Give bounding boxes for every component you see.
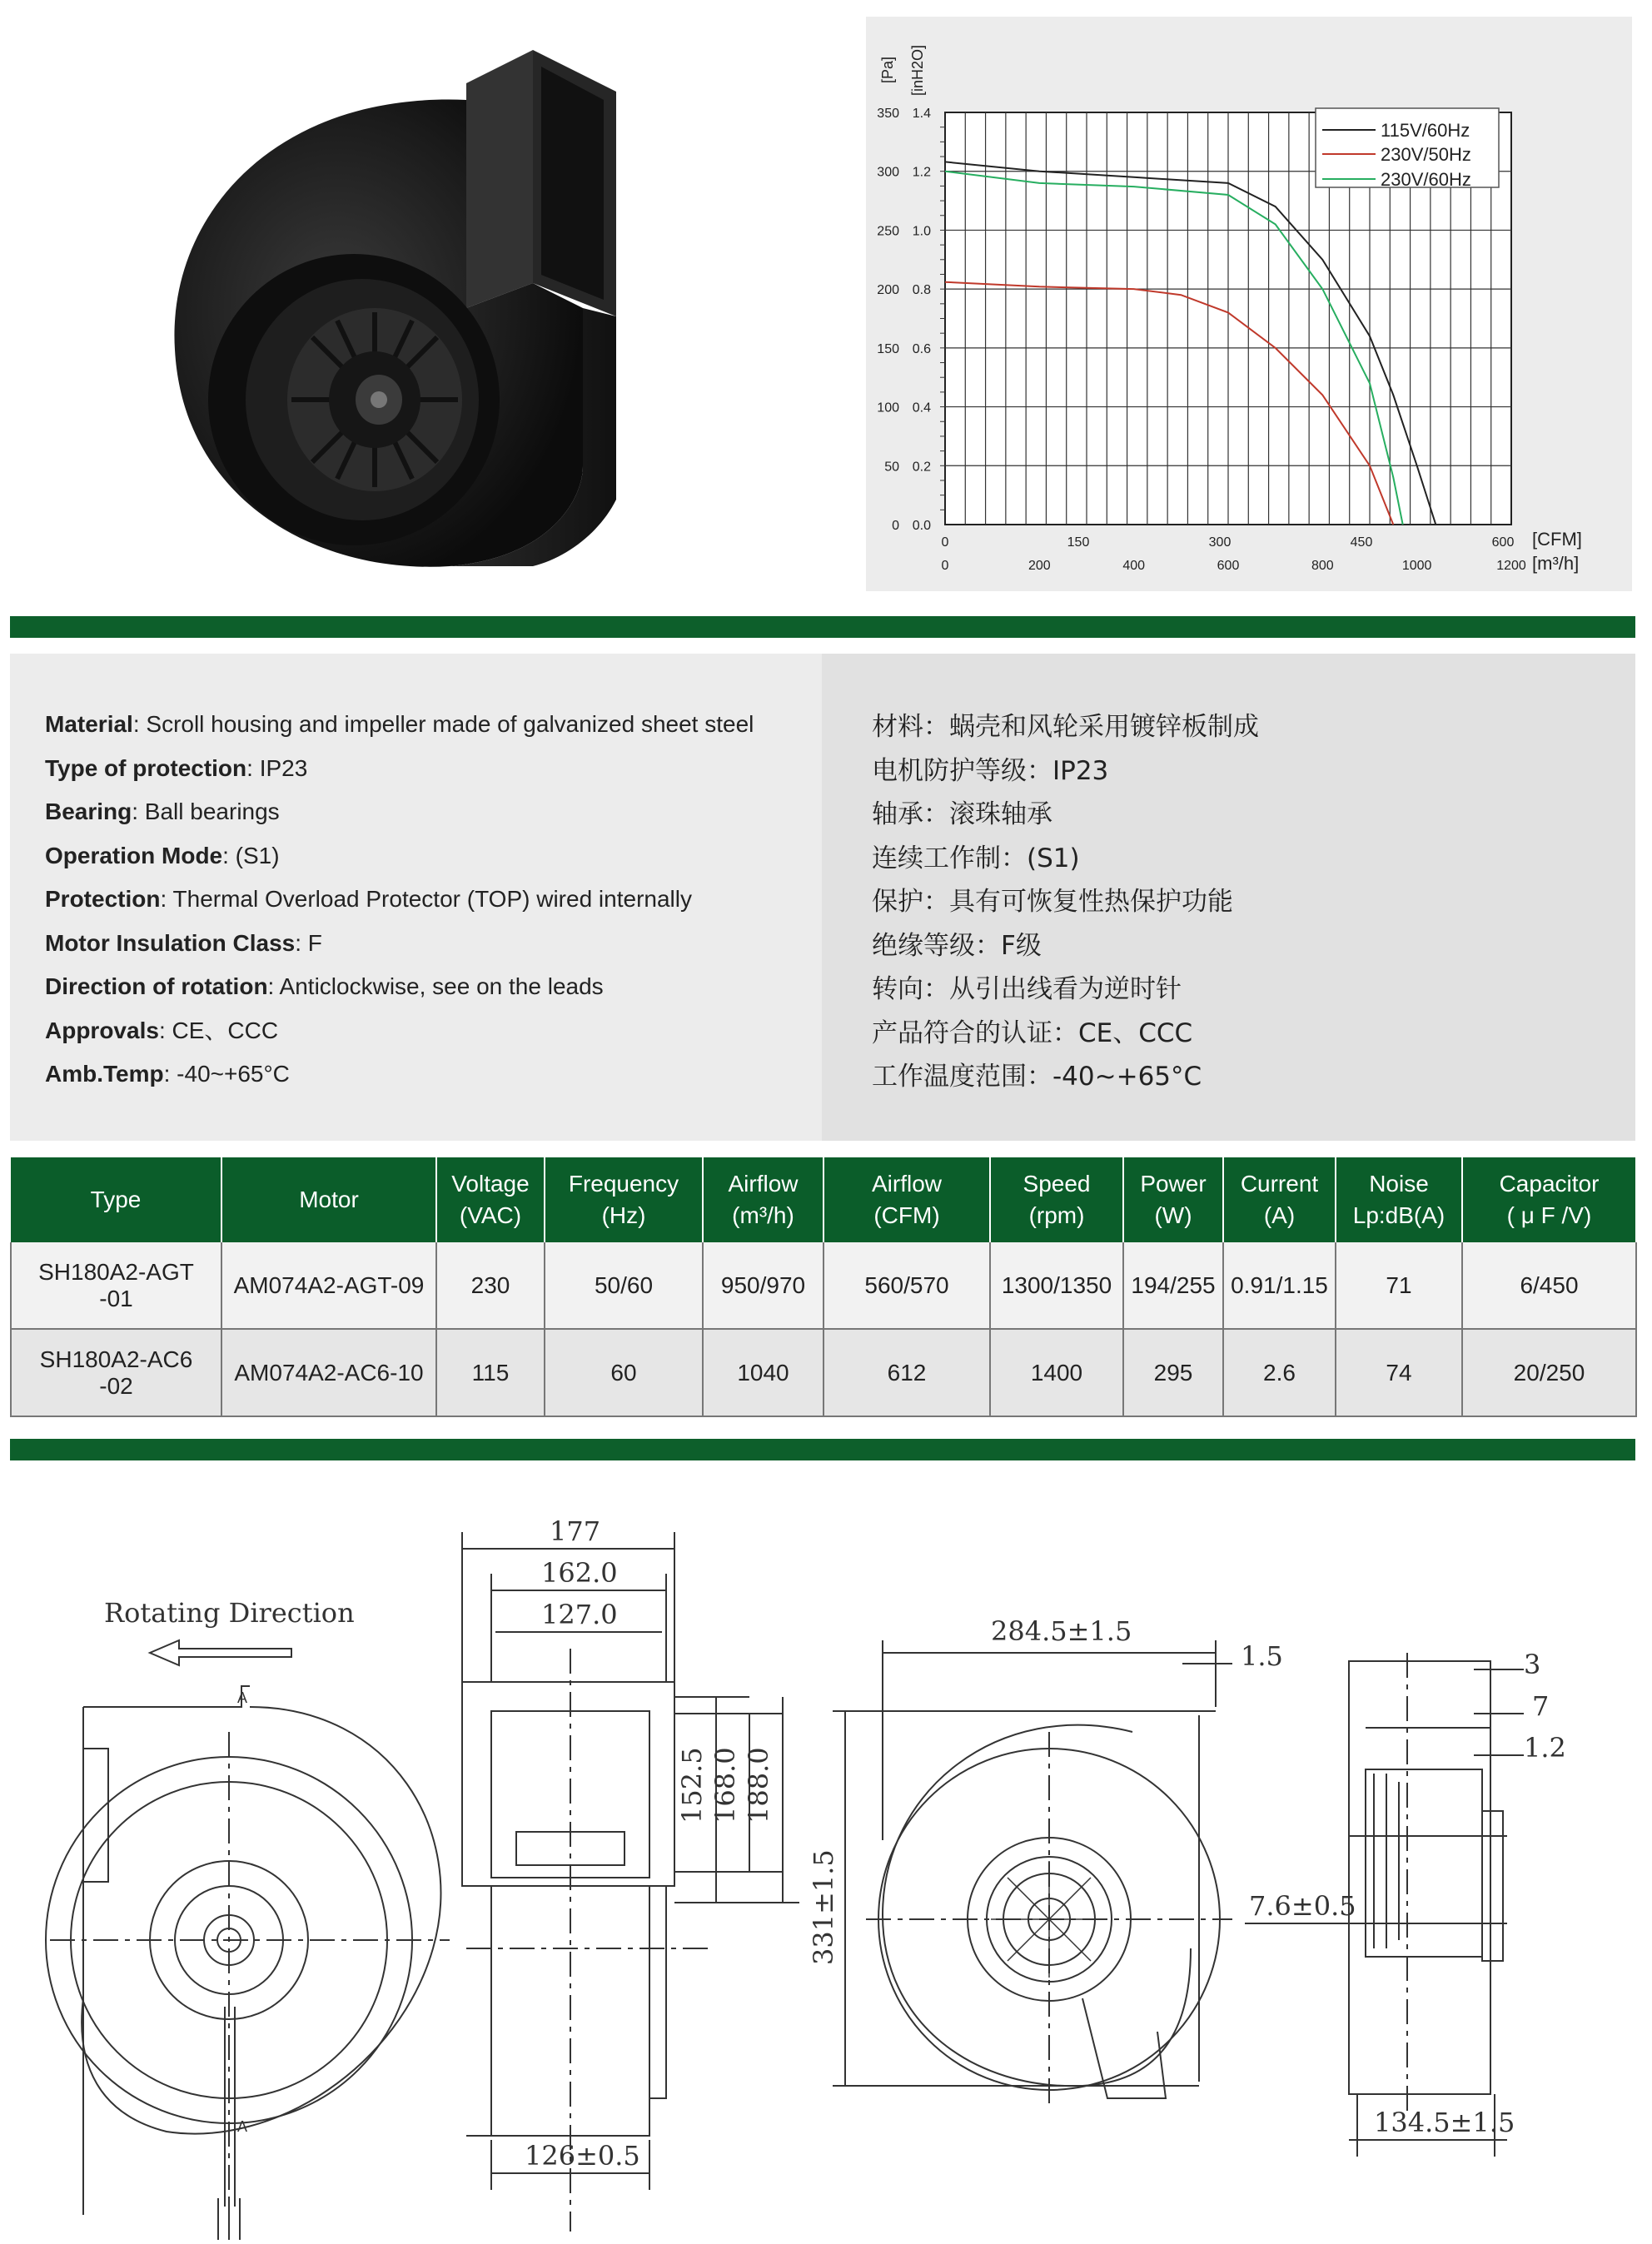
spec-value: : CE、CCC [158,1017,279,1043]
table-cell: 20/250 [1462,1329,1636,1416]
y-tick-pa: 250 [877,224,899,239]
spec-item-cn: 绝缘等级：F级 [872,930,1042,961]
dim-126: 126±0.5 [525,2140,640,2172]
spec-item-cn: 连续工作制：(S1) [872,843,1080,873]
spec-item [45,929,322,958]
y-tick-inh2o: 1.2 [912,165,931,180]
legend-115v-60hz: 115V/60Hz [1381,120,1470,141]
y-tick-inh2o: 0.2 [912,460,931,475]
y-tick-inh2o: 0.8 [912,283,931,298]
table-cell: 230 [436,1242,545,1329]
table-cell: 0.91/1.15 [1223,1242,1336,1329]
chart-legend [1316,108,1499,190]
header-title: Motor [299,1187,359,1212]
spec-item-cn: 材料：蜗壳和风轮采用镀锌板制成 [872,712,1259,742]
x-tick-cfm: 600 [1491,535,1515,550]
table-header-cell [703,1157,824,1242]
spec-item [45,842,280,870]
section-divider-bottom [10,1439,1635,1460]
dim-1-2: 1.2 [1524,1732,1566,1764]
spec-value: : (S1) [222,842,280,868]
spec-value: : Scroll housing and impeller made of galvanized sheet steel [132,711,754,737]
header-title: Speed [1023,1171,1091,1197]
table-cell: 295 [1123,1329,1223,1416]
table-cell: AM074A2-AC6-10 [221,1329,436,1416]
header-title: Voltage [451,1171,530,1197]
y-tick-pa: 0 [892,519,899,533]
table-header-cell [824,1157,990,1242]
dim-7-6: 7.6±0.5 [1249,1890,1356,1922]
spec-item [45,798,280,826]
y-axis-label-pa: [Pa] [879,56,896,83]
table-cell: 1400 [990,1329,1123,1416]
header-title: Noise [1369,1171,1429,1197]
section-mark-bottom: A [237,2118,248,2135]
spec-value: : Thermal Overload Protector (TOP) wired internally [160,886,692,912]
header-title: Current [1240,1171,1319,1197]
x-tick-m3h: 400 [1122,559,1146,573]
table-row [11,1242,1636,1329]
spec-item-cn: 电机防护等级：IP23 [872,755,1109,786]
table-row [11,1329,1636,1416]
header-unit: (W) [1154,1202,1192,1228]
spec-item [45,973,604,1001]
table-header-cell [990,1157,1123,1242]
dim-331: 331±1.5 [808,1849,839,1965]
x-tick-m3h: 600 [1217,559,1240,573]
x-tick-cfm: 0 [941,535,949,550]
spec-label: Motor Insulation Class [45,929,296,956]
spec-label: Approvals [45,1017,159,1043]
dim-168: 168.0 [709,1747,741,1824]
header-unit: ( μ F /V) [1506,1202,1592,1228]
y-tick-pa: 150 [877,341,899,356]
dim-284-5: 284.5±1.5 [991,1615,1132,1647]
y-tick-pa: 100 [877,401,899,415]
y-tick-inh2o: 0.0 [912,519,931,533]
y-tick-inh2o: 0.4 [912,401,931,415]
section-mark-top: A [237,1689,248,1706]
table-header-cell [221,1157,436,1242]
table-header-cell [1336,1157,1462,1242]
section-divider-top [10,616,1635,638]
header-unit: (rpm) [1028,1202,1085,1228]
y-tick-inh2o: 1.0 [912,224,931,239]
table-header-cell [1123,1157,1223,1242]
y-tick-pa: 350 [877,107,899,121]
table-cell: 6/450 [1462,1242,1636,1329]
spec-label: Material [45,711,133,737]
spec-value: : Ball bearings [132,799,280,824]
legend-230v-50hz: 230V/50Hz [1381,144,1471,165]
x-tick-m3h: 200 [1028,559,1051,573]
y-tick-pa: 300 [877,165,899,180]
spec-value: : Anticlockwise, see on the leads [267,973,604,999]
x-tick-cfm: 150 [1067,535,1090,550]
table-cell: SH180A2-AGT -01 [11,1242,221,1329]
header-unit: (m³/h) [732,1202,794,1228]
spec-label: Type of protection [45,754,247,781]
spec-item [45,710,754,739]
table-cell: 74 [1336,1329,1462,1416]
header-unit: Lp:dB(A) [1352,1202,1446,1228]
table-header-row [11,1157,1636,1242]
y-tick-pa: 50 [884,460,899,475]
y-axis-label-inh2o: [inH2O] [909,44,926,96]
dim-134-5: 134.5±1.5 [1374,2107,1515,2138]
dim-188: 188.0 [743,1747,774,1824]
model-table [10,1157,1637,1417]
table-cell: AM074A2-AGT-09 [221,1242,436,1329]
dim-1-5: 1.5 [1241,1640,1283,1672]
table-cell: 560/570 [824,1242,990,1329]
table-header-cell [545,1157,703,1242]
specifications-panel [10,654,1635,1141]
x-tick-m3h: 800 [1311,559,1334,573]
spec-label: Direction of rotation [45,973,268,999]
table-cell: 1300/1350 [990,1242,1123,1329]
header-unit: (Hz) [601,1202,646,1228]
table-cell: 2.6 [1223,1329,1336,1416]
table-cell: 60 [545,1329,703,1416]
table-cell: 950/970 [703,1242,824,1329]
header-title: Type [90,1187,142,1212]
header-unit: (A) [1263,1202,1296,1228]
spec-item [45,1060,290,1088]
table-cell: 115 [436,1329,545,1416]
spec-value: : F [295,929,322,956]
table-cell: 1040 [703,1329,824,1416]
table-cell: 612 [824,1329,990,1416]
x-tick-m3h: 0 [941,559,949,573]
header-title: Power [1140,1171,1207,1197]
spec-item-cn: 工作温度范围：-40~+65°C [872,1062,1202,1092]
x-tick-cfm: 300 [1208,535,1232,550]
drawing-outlet-view [462,1515,799,2232]
y-tick-inh2o: 1.4 [912,107,931,121]
technical-drawings [0,1482,1652,2244]
drawing-profile-view [1245,1649,1566,2157]
product-photo [150,33,649,583]
table-header-cell [1462,1157,1636,1242]
header-title: Airflow [728,1171,799,1197]
header-title: Airflow [871,1171,942,1197]
spec-item-cn: 保护：具有可恢复性热保护功能 [872,887,1233,917]
spec-item-cn: 产品符合的认证：CE、CCC [872,1018,1193,1048]
spec-label: Operation Mode [45,842,223,868]
spec-item [45,754,307,783]
spec-item [45,885,692,913]
drawing-side-view [808,1615,1283,2107]
spec-item [45,1017,278,1045]
rotating-direction-arrow [150,1640,291,1665]
table-header-cell [436,1157,545,1242]
table-cell: 50/60 [545,1242,703,1329]
table-cell: 71 [1336,1242,1462,1329]
spec-item-cn: 转向：从引出线看为逆时针 [872,974,1182,1004]
dim-3: 3 [1524,1649,1541,1680]
header-title: Frequency [568,1171,679,1197]
header-title: Capacitor [1499,1171,1600,1197]
x-tick-m3h: 1000 [1401,559,1432,573]
table-header-cell [11,1157,221,1242]
spec-label: Amb.Temp [45,1061,164,1087]
performance-chart [866,17,1632,591]
spec-label: Protection [45,886,161,912]
dim-127: 127.0 [541,1599,618,1630]
x-tick-cfm: 450 [1350,535,1373,550]
x-axis-label-cfm: [CFM] [1532,529,1582,550]
table-cell: SH180A2-AC6 -02 [11,1329,221,1416]
spec-item-cn: 轴承：滚珠轴承 [872,799,1052,829]
dim-162: 162.0 [541,1557,618,1589]
y-tick-pa: 200 [877,283,899,298]
y-tick-inh2o: 0.6 [912,341,931,356]
x-axis-label-m3h: [m³/h] [1532,553,1580,574]
spec-value: : -40~+65°C [163,1061,290,1087]
spec-value: : IP23 [246,754,308,781]
header-unit: (CFM) [873,1202,940,1228]
rotating-direction-label: Rotating Direction [104,1597,355,1629]
table-header-cell [1223,1157,1336,1242]
legend-230v-60hz: 230V/60Hz [1381,169,1471,190]
drawing-inlet-view [46,1597,450,2240]
spec-label: Bearing [45,799,132,824]
dim-7: 7 [1532,1690,1550,1722]
table-cell: 194/255 [1123,1242,1223,1329]
x-tick-m3h: 1200 [1496,559,1526,573]
header-unit: (VAC) [459,1202,522,1228]
dim-152-5: 152.5 [676,1747,708,1824]
dim-177: 177 [550,1515,601,1547]
